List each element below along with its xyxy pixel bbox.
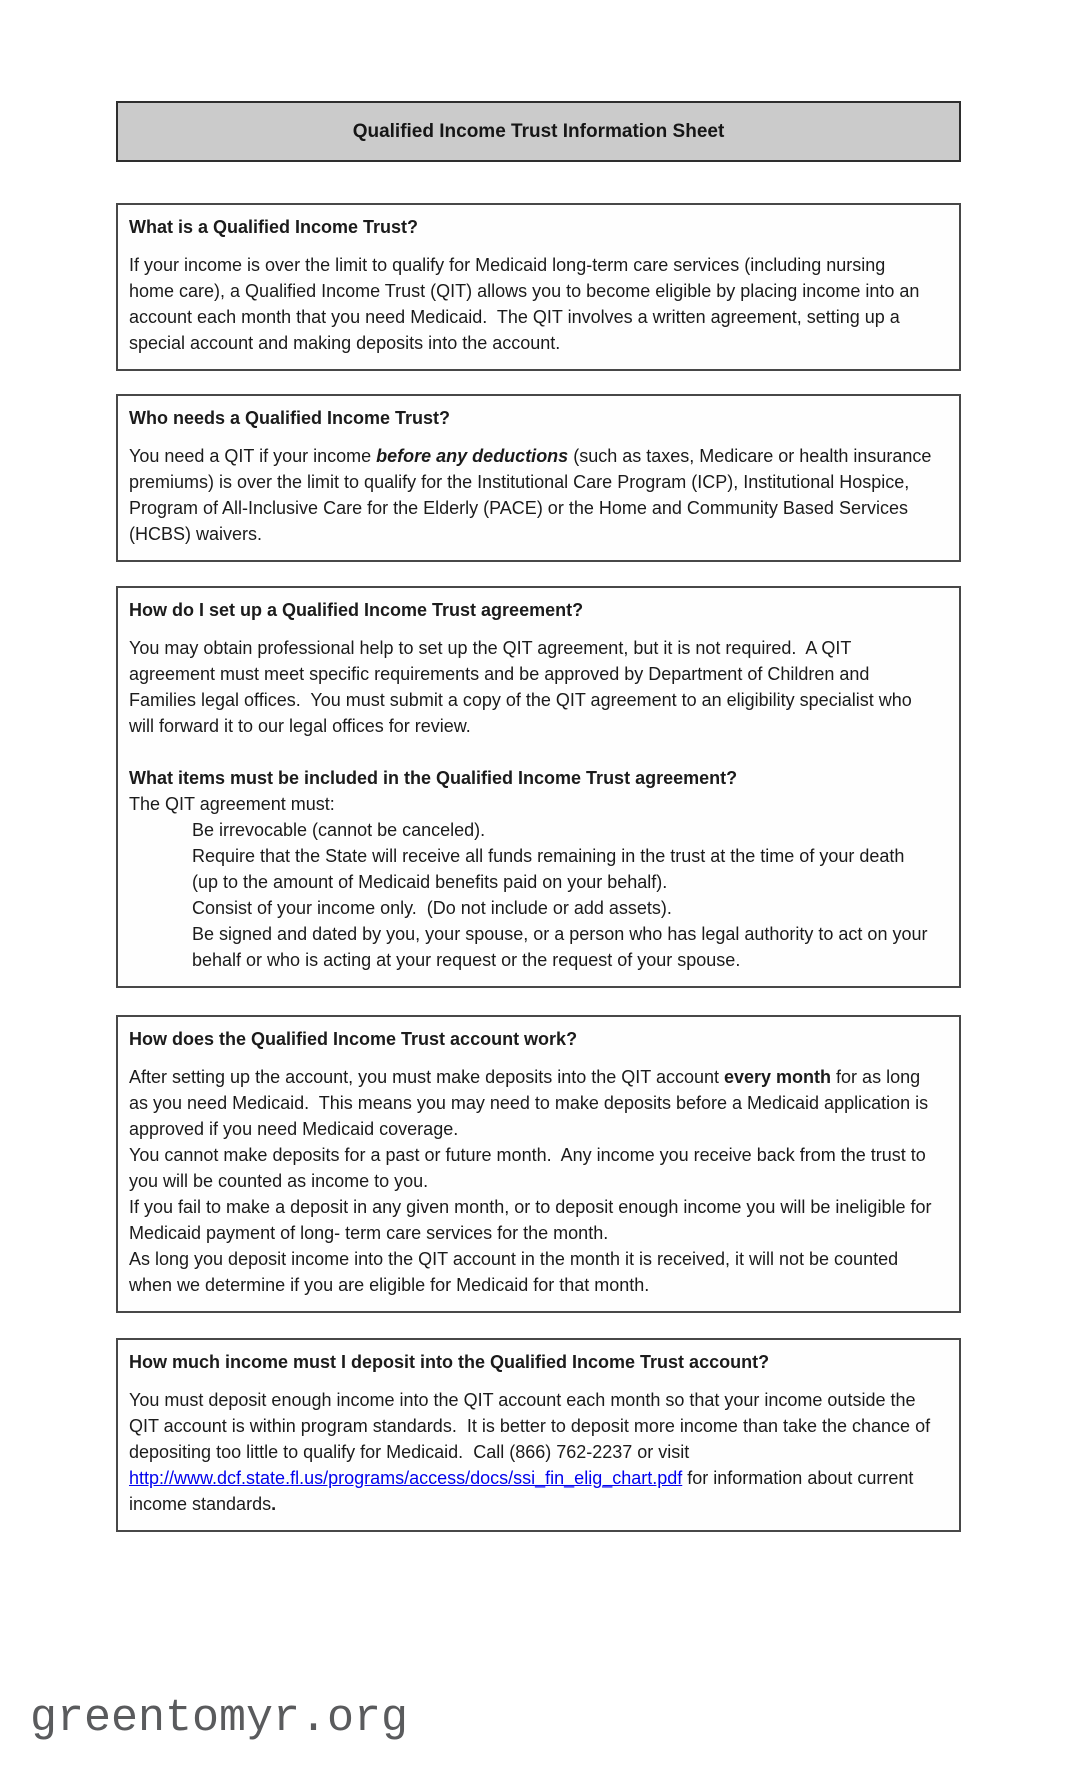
- title-bar: [116, 101, 961, 162]
- required-items-intro: The QIT agreement must:: [129, 794, 335, 814]
- section-how-much-income: [116, 1338, 961, 1532]
- section-how-to-set-up: [116, 586, 961, 988]
- paragraph-segment-bold: every month: [724, 1067, 832, 1087]
- requirement-item: Be signed and dated by you, your spouse, or a person who has legal authority to act on your behalf or who is acting at your request or the request of your spouse.: [192, 924, 933, 970]
- required-items-subheading: What items must be included in the Qualified Income Trust agreement?: [129, 768, 738, 788]
- section-heading: What is a Qualified Income Trust?: [129, 217, 419, 237]
- section-heading: Who needs a Qualified Income Trust?: [129, 408, 451, 428]
- requirement-item: Consist of your income only. (Do not include or add assets).: [192, 898, 672, 918]
- document-content: [116, 101, 961, 1532]
- ssi-eligibility-chart-link[interactable]: http://www.dcf.state.fl.us/programs/access/docs/ssi_fin_elig_chart.pdf: [129, 1468, 683, 1488]
- section-what-is-qit: [116, 203, 961, 371]
- section-paragraph: [129, 1387, 935, 1517]
- paragraph-segment: for as long as you need Medicaid. This means you may need to make deposits before a Medicaid application is approved if you need Medicaid coverage.: [129, 1067, 934, 1139]
- section-paragraph: [129, 443, 935, 547]
- paragraph-segment-emphasis: before any deductions: [376, 446, 569, 466]
- paragraph-segment: for information about current income standards: [129, 1468, 919, 1514]
- section-how-account-works: [116, 1015, 961, 1313]
- paragraph-segment: You must deposit enough income into the QIT account each month so that your income outside the QIT account is within program standards. It is better to deposit more income than take the chance of depositing too little to qualify for Medicaid. Call (866) 762-2237 or visit: [129, 1390, 936, 1462]
- section-heading: How do I set up a Qualified Income Trust agreement?: [129, 600, 584, 620]
- requirement-item: Be irrevocable (cannot be canceled).: [192, 820, 486, 840]
- watermark-text: greentomyr.org: [30, 1693, 409, 1744]
- section-heading: How much income must I deposit into the Qualified Income Trust account?: [129, 1352, 770, 1372]
- section-paragraph: As long you deposit income into the QIT account in the month it is received, it will not be counted when we determine if you are eligible for Medicaid for that month.: [129, 1249, 904, 1295]
- section-who-needs-qit: [116, 394, 961, 562]
- paragraph-segment: You need a QIT if your income: [129, 446, 377, 466]
- section-heading: How does the Qualified Income Trust account work?: [129, 1029, 578, 1049]
- paragraph-segment: (such as taxes, Medicare or health insurance premiums) is over the limit to qualify for the Institutional Care Program (ICP), Institutional Hospice, Program of All-Inclusive Care for the Elderly (PACE) or the Home and Community Based Services (HCBS) waivers.: [129, 446, 937, 544]
- section-paragraph: [129, 1064, 935, 1142]
- paragraph-segment: After setting up the account, you must make deposits into the QIT account: [129, 1067, 724, 1087]
- requirement-item: Require that the State will receive all funds remaining in the trust at the time of your death (up to the amount of Medicaid benefits paid on your behalf).: [192, 846, 925, 892]
- section-paragraph: You may obtain professional help to set up the QIT agreement, but it is not required. A QIT agreement must meet specific requirements and be approved by Department of Children and Families legal offices. You must submit a copy of the QIT agreement to an eligibility specialist who will forward it to our legal offices for review.: [129, 638, 917, 736]
- paragraph-segment-bold: .: [271, 1494, 277, 1514]
- section-paragraph: You cannot make deposits for a past or future month. Any income you receive back from the trust to you will be counted as income to you.: [129, 1145, 931, 1191]
- section-paragraph: If you fail to make a deposit in any given month, or to deposit enough income you will be ineligible for Medicaid payment of long- term care services for the month.: [129, 1197, 937, 1243]
- section-paragraph: If your income is over the limit to qualify for Medicaid long-term care services (including nursing home care), a Qualified Income Trust (QIT) allows you to become eligible by placing income into an account each month that you need Medicaid. The QIT involves a written agreement, setting up a special account and making deposits into the account.: [129, 255, 925, 353]
- document-title: Qualified Income Trust Information Sheet: [352, 120, 725, 142]
